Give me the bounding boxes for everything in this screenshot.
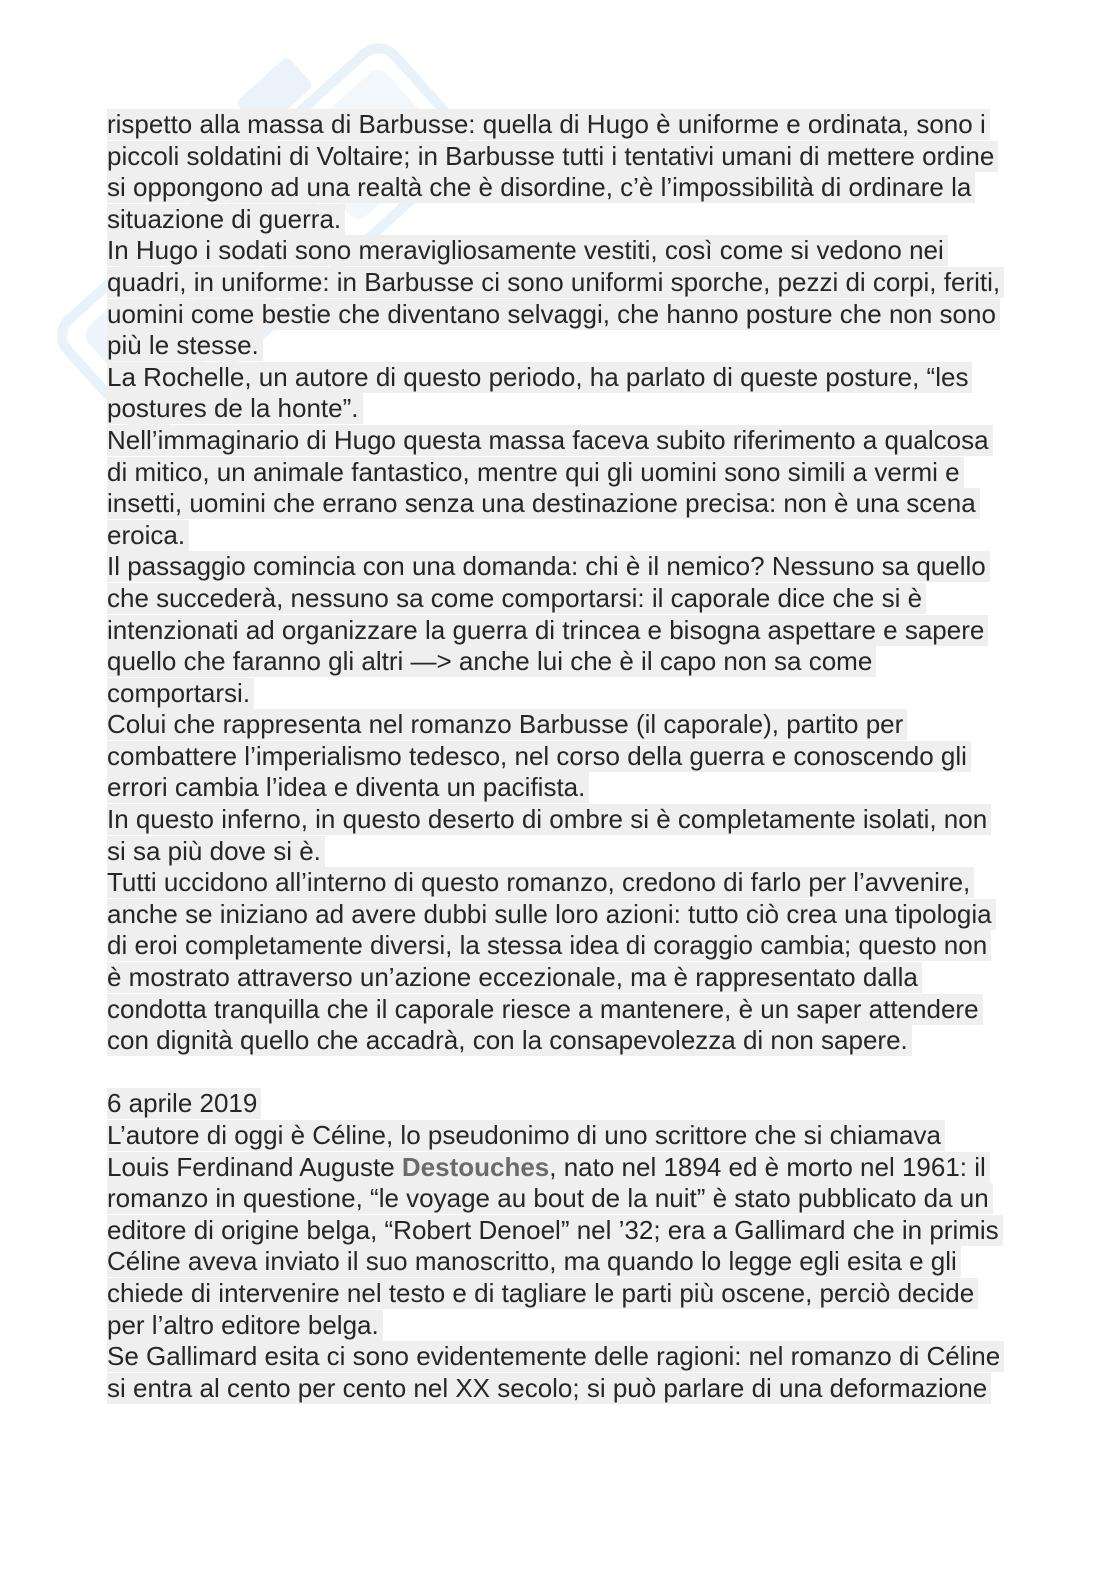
line-text: più le stesse. xyxy=(107,330,263,361)
line-text: con dignità quello che accadrà, con la consapevolezza di non sapere. xyxy=(107,1025,912,1056)
line-text: Il passaggio comincia con una domanda: chi è il nemico? Nessuno sa quello xyxy=(107,551,990,582)
line-text: Nell’immaginario di Hugo questa massa faceva subito riferimento a qualcosa xyxy=(107,425,993,456)
line-text: eroica. xyxy=(107,520,189,551)
text-line xyxy=(107,1278,1067,1310)
date-heading xyxy=(107,1088,1067,1120)
line-text: si oppongono ad una realtà che è disordine, c’è l’impossibilità di ordinare la xyxy=(107,172,975,203)
paragraph xyxy=(107,1341,1067,1404)
text-line xyxy=(107,930,1067,962)
text-line xyxy=(107,204,1067,236)
text-line xyxy=(107,172,1067,204)
line-text: postures de la honte”. xyxy=(107,393,363,424)
text-line xyxy=(107,488,1067,520)
paragraph xyxy=(107,709,1067,804)
line-text: quadri, in uniforme: in Barbusse ci sono uniformi sporche, pezzi di corpi, feriti, xyxy=(107,267,1004,298)
paragraph xyxy=(107,362,1067,425)
line-text: piccoli soldatini di Voltaire; in Barbusse tutti i tentativi umani di mettere ordine xyxy=(107,141,998,172)
date-text: 6 aprile 2019 xyxy=(107,1088,261,1119)
text-line xyxy=(107,109,1067,141)
line-text: La Rochelle, un autore di questo periodo, ha parlato di queste posture, “les xyxy=(107,362,972,393)
text-line xyxy=(107,1341,1067,1373)
text-line xyxy=(107,267,1067,299)
line-text: Colui che rappresenta nel romanzo Barbusse (il caporale), partito per xyxy=(107,709,907,740)
text-line xyxy=(107,615,1067,647)
line-text: è mostrato attraverso un’azione eccezionale, ma è rappresentato dalla xyxy=(107,962,922,993)
text-line xyxy=(107,1310,1067,1342)
text-line xyxy=(107,299,1067,331)
line-text: intenzionati ad organizzare la guerra di trincea e bisogna aspettare e sapere xyxy=(107,615,988,646)
text-line xyxy=(107,1025,1067,1057)
line-text: rispetto alla massa di Barbusse: quella di Hugo è uniforme e ordinata, sono i xyxy=(107,109,990,140)
line-text-before: Louis Ferdinand Auguste xyxy=(107,1151,402,1182)
line-text xyxy=(107,1152,990,1183)
paragraph xyxy=(107,867,1067,1057)
text-line xyxy=(107,425,1067,457)
line-text: per l’altro editore belga. xyxy=(107,1310,383,1341)
line-text: si entra al cento per cento nel XX secolo; si può parlare di una deformazione xyxy=(107,1373,991,1404)
text-line xyxy=(107,1183,1067,1215)
line-text: che succederà, nessuno sa come comportarsi: il caporale dice che si è xyxy=(107,583,926,614)
text-line xyxy=(107,551,1067,583)
text-line xyxy=(107,330,1067,362)
author-surname-bold: Destouches xyxy=(401,1151,550,1182)
line-text: quello che faranno gli altri —> anche lui che è il capo non sa come xyxy=(107,646,876,677)
line-text: Tutti uccidono all’interno di questo romanzo, credono di farlo per l’avvenire, xyxy=(107,867,974,898)
line-text-after: , nato nel 1894 ed è morto nel 1961: il xyxy=(549,1151,986,1182)
text-line xyxy=(107,804,1067,836)
blank-line xyxy=(107,1057,1067,1089)
text-line xyxy=(107,646,1067,678)
text-line xyxy=(107,362,1067,394)
text-line xyxy=(107,457,1067,489)
line-text: comportarsi. xyxy=(107,678,254,709)
text-line xyxy=(107,141,1067,173)
line-text: si sa più dove si è. xyxy=(107,836,325,867)
text-line xyxy=(107,1120,1067,1152)
text-line xyxy=(107,1246,1067,1278)
line-text: anche se iniziano ad avere dubbi sulle loro azioni: tutto ciò crea una tipologia xyxy=(107,899,996,930)
line-text: In Hugo i sodati sono meravigliosamente vestiti, così come si vedono nei xyxy=(107,235,948,266)
text-line xyxy=(107,583,1067,615)
text-line xyxy=(107,741,1067,773)
line-text: romanzo in questione, “le voyage au bout de la nuit” è stato pubblicato da un xyxy=(107,1183,993,1214)
paragraph xyxy=(107,551,1067,709)
text-line xyxy=(107,709,1067,741)
line-text: L’autore di oggi è Céline, lo pseudonimo di uno scrittore che si chiamava xyxy=(107,1120,945,1151)
line-text: di eroi completamente diversi, la stessa idea di coraggio cambia; questo non xyxy=(107,930,991,961)
line-text: chiede di intervenire nel testo e di tagliare le parti più oscene, perciò decide xyxy=(107,1278,978,1309)
text-line xyxy=(107,867,1067,899)
line-text: combattere l’imperialismo tedesco, nel corso della guerra e conoscendo gli xyxy=(107,741,971,772)
text-line xyxy=(107,235,1067,267)
paragraph xyxy=(107,425,1067,551)
line-text: uomini come bestie che diventano selvaggi, che hanno posture che non sono xyxy=(107,299,1000,330)
paragraph xyxy=(107,804,1067,867)
document-body xyxy=(107,109,1067,1404)
text-line xyxy=(107,899,1067,931)
text-line xyxy=(107,962,1067,994)
text-line xyxy=(107,1373,1067,1405)
line-text: condotta tranquilla che il caporale riesce a mantenere, è un saper attendere xyxy=(107,994,983,1025)
text-line xyxy=(107,678,1067,710)
text-line xyxy=(107,520,1067,552)
line-text: In questo inferno, in questo deserto di ombre si è completamente isolati, non xyxy=(107,804,991,835)
line-text: di mitico, un animale fantastico, mentre qui gli uomini sono simili a vermi e xyxy=(107,457,964,488)
line-text: Céline aveva inviato il suo manoscritto, ma quando lo legge egli esita e gli xyxy=(107,1246,961,1277)
line-text: errori cambia l’idea e diventa un pacifista. xyxy=(107,772,589,803)
text-line xyxy=(107,1215,1067,1247)
text-line xyxy=(107,393,1067,425)
line-text: Se Gallimard esita ci sono evidentemente delle ragioni: nel romanzo di Céline xyxy=(107,1341,1004,1372)
line-text: situazione di guerra. xyxy=(107,204,345,235)
paragraph xyxy=(107,109,1067,235)
text-line xyxy=(107,1152,1067,1184)
text-line xyxy=(107,836,1067,868)
line-text: insetti, uomini che errano senza una destinazione precisa: non è una scena xyxy=(107,488,980,519)
paragraph xyxy=(107,235,1067,361)
text-line xyxy=(107,994,1067,1026)
text-line xyxy=(107,772,1067,804)
paragraph xyxy=(107,1120,1067,1341)
line-text: editore di origine belga, “Robert Denoel” nel ’32; era a Gallimard che in primis xyxy=(107,1215,1003,1246)
